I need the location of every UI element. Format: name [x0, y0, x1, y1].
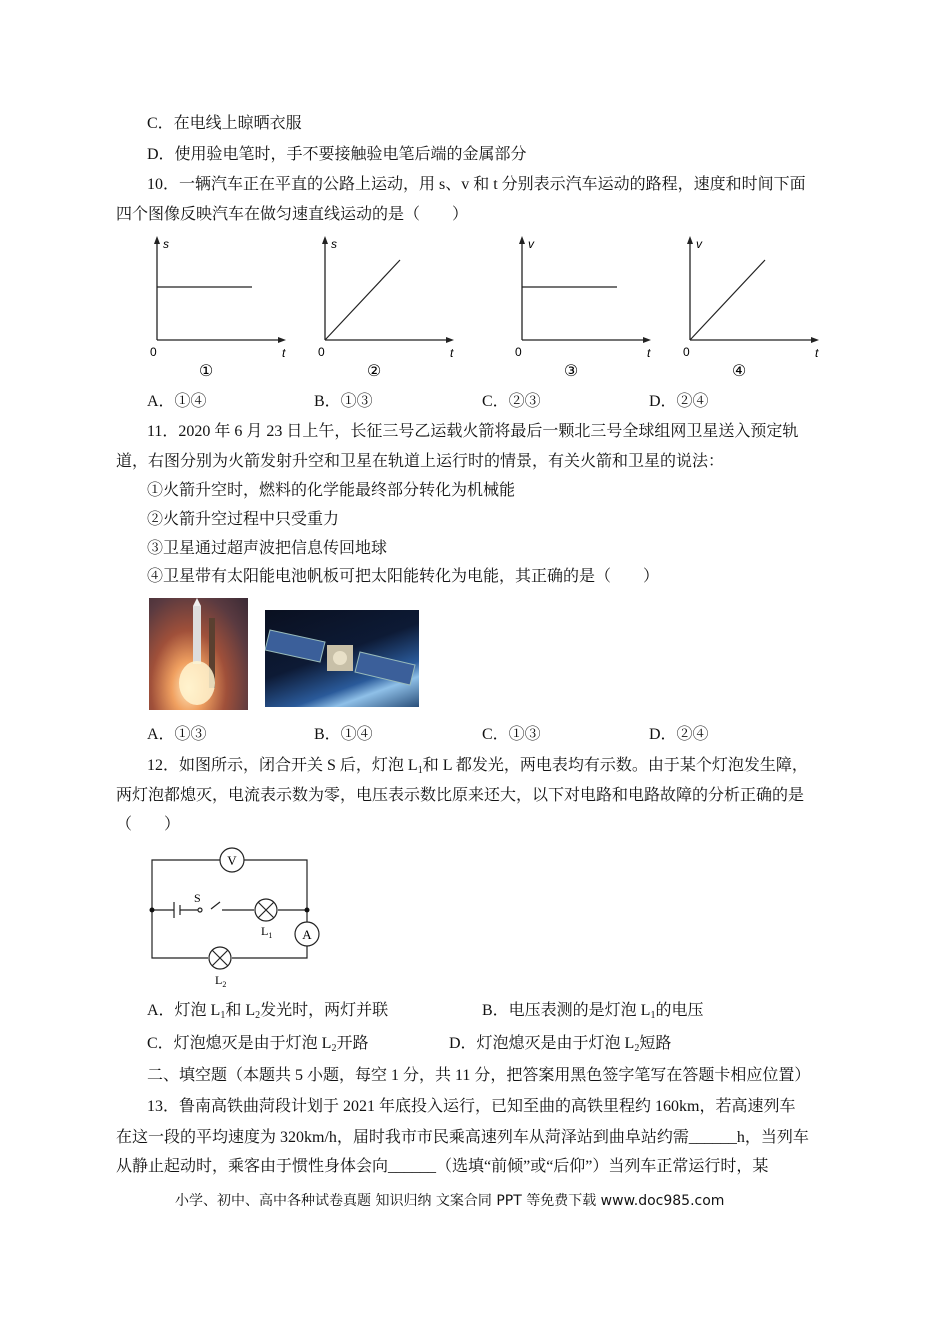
graph-number: ③ — [563, 361, 579, 380]
origin-label: 0 — [515, 345, 522, 359]
circuit-diagram — [140, 840, 330, 990]
y-axis-label: v — [696, 237, 702, 251]
q9-option-d: D．使用验电笔时，手不要接触验电笔后端的金属部分 — [147, 146, 527, 163]
graph-number: ① — [198, 361, 214, 380]
x-axis-label: t — [282, 346, 286, 360]
q12-option-c: C．灯泡熄灭是由于灯泡 $L_2$开路 — [147, 1035, 369, 1054]
y-axis-label: s — [331, 237, 337, 251]
q9-option-c: C．在电线上晾晒衣服 — [147, 115, 302, 132]
l1-label: $L_1$ — [261, 924, 273, 940]
q12-option-a: A．灯泡 $L_1$和 $L_2$发光时，两灯并联 — [147, 1002, 389, 1021]
graph-line — [690, 260, 765, 340]
origin-label: 0 — [318, 345, 325, 359]
q13-stem-2: 在这一段的平均速度为 320km/h，届时我市市民乘高速列车从菏泽站到曲阜站约需______h，当列车 — [116, 1129, 809, 1146]
q11-option-b: B．①④ — [314, 726, 373, 743]
q10-stem-1: 10．一辆汽车正在平直的公路上运动，用 s、v 和 t 分别表示汽车运动的路程，速度和时间下面 — [147, 176, 806, 193]
q10-option-b: B．①③ — [314, 393, 373, 410]
graph-number: ④ — [731, 361, 747, 380]
y-axis-label: v — [528, 237, 534, 251]
q11-statement-3: ③卫星通过超声波把信息传回地球 — [147, 540, 388, 557]
q11-option-c: C．①③ — [482, 726, 541, 743]
q11-stem-2: 道，右图分别为火箭发射升空和卫星在轨道上运行时的情景，有关火箭和卫星的说法： — [116, 453, 725, 470]
graph-3 — [505, 232, 665, 382]
voltmeter-label: V — [227, 853, 237, 868]
graph-2 — [308, 232, 468, 382]
ammeter-label: A — [302, 927, 312, 942]
y-axis-label: s — [163, 237, 169, 251]
footer-link[interactable]: 小学、初中、高中各种试卷真题 知识归纳 文案合同 PPT 等免费下载 www.doc985.com — [175, 1193, 725, 1209]
l2-label: $L_2$ — [215, 973, 227, 989]
q12-stem-3: （ ） — [116, 816, 181, 833]
q10-stem-2: 四个图像反映汽车在做匀速直线运动的是（ ） — [116, 206, 469, 223]
origin-label: 0 — [683, 345, 690, 359]
graph-1 — [140, 232, 300, 382]
x-axis-label: t — [647, 346, 651, 360]
graph-line — [325, 260, 400, 340]
q13-stem-3: 从静止起动时，乘客由于惯性身体会向______（选填“前倾”或“后仰”）当列车正常运行时，某 — [116, 1158, 769, 1175]
section-2-heading: 二、填空题（本题共 5 小题，每空 1 分，共 11 分，把答案用黑色签字笔写在答题卡相应位置） — [147, 1067, 811, 1084]
graph-number: ② — [366, 361, 382, 380]
q10-option-a: A．①④ — [147, 393, 207, 410]
x-axis-label: t — [815, 346, 819, 360]
graph-4 — [673, 232, 833, 382]
rocket-launch-photo — [149, 598, 248, 710]
q10-option-d: D．②④ — [649, 393, 709, 410]
switch-label: S — [194, 891, 201, 905]
q11-stem-1: 11．2020 年 6 月 23 日上午，长征三号乙运载火箭将最后一颗北三号全球组网卫星送入预定轨 — [147, 423, 799, 440]
origin-label: 0 — [150, 345, 157, 359]
q11-statement-4: ④卫星带有太阳能电池帆板可把太阳能转化为电能，其正确的是（ ） — [147, 568, 660, 585]
q12-option-b: B．电压表测的是灯泡 $L_1$的电压 — [482, 1002, 704, 1021]
q11-statement-1: ①火箭升空时，燃料的化学能最终部分转化为机械能 — [147, 482, 516, 499]
x-axis-label: t — [450, 346, 454, 360]
q10-option-c: C．②③ — [482, 393, 541, 410]
q12-stem-2: 两灯泡都熄灭，电流表示数为零，电压表示数比原来还大，以下对电路和电路故障的分析正确的是 — [116, 787, 805, 804]
q13-stem-1: 13．鲁南高铁曲菏段计划于 2021 年底投入运行，已知至曲的高铁里程约 160km，若高速列车 — [147, 1098, 796, 1115]
satellite-photo — [265, 610, 419, 707]
q11-statement-2: ②火箭升空过程中只受重力 — [147, 511, 340, 528]
q11-option-a: A．①③ — [147, 726, 207, 743]
q11-option-d: D．②④ — [649, 726, 709, 743]
q12-stem-1: 12．如图所示，闭合开关 S 后，灯泡 $L_1$和 L 都发光，两电表均有示数。由于某个灯泡发生障， — [147, 757, 808, 776]
q12-option-d: D．灯泡熄灭是由于灯泡 $L_2$短路 — [449, 1035, 672, 1054]
